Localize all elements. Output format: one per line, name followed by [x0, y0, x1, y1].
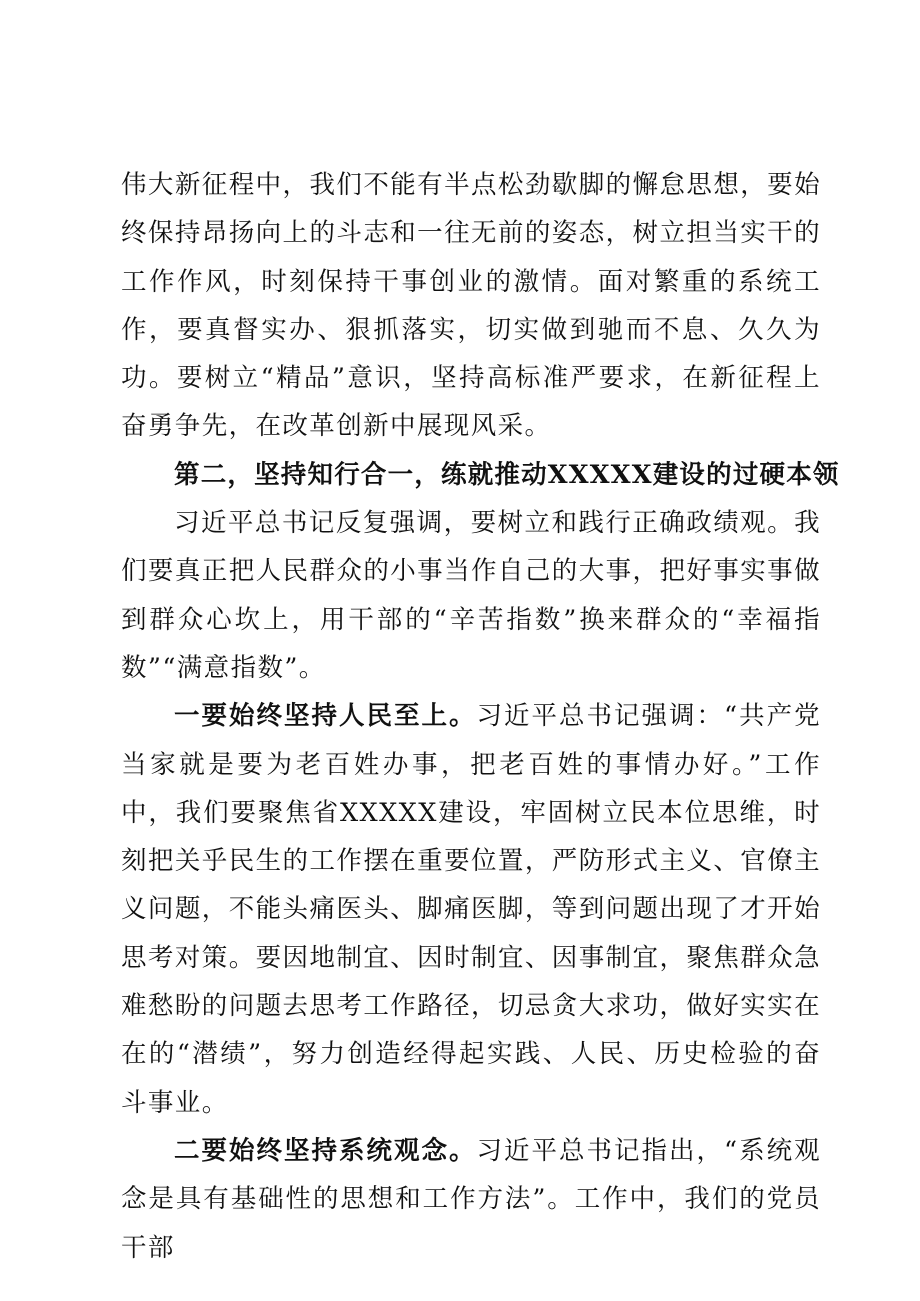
paragraph-text: 习近平总书记反复强调，要树立和践行正确政绩观。我们要真正把人民群众的小事当作自己的大事，把好事实事做到群众心坎上，用干部的“辛苦指数”换来群众的“幸福指数”“满意指数”。 — [121, 508, 821, 683]
paragraph-lead: 一要始终坚持人民至上。 — [174, 701, 477, 732]
paragraph-intro — [121, 499, 821, 692]
paragraph-point-two — [121, 1127, 821, 1272]
paragraph-text: 习近平总书记强调：“共产党当家就是要为老百姓办事，把老百姓的事情办好。”工作中，我们要聚焦省XXXXX建设，牢固树立民本位思维，时刻把关乎民生的工作摆在重要位置，严防形式主义、官僚主义问题，不能头痛医头、脚痛医脚，等到问题出现了才开始思考对策。要因地制宜、因时制宜、因事制宜，聚焦群众急难愁盼的问题去思考工作路径，切忌贪大求功，做好实实在在的“潜绩”，努力创造经得起实践、人民、历史检验的奋斗事业。 — [121, 701, 821, 1118]
paragraph-point-one — [121, 692, 821, 1127]
section-heading: 第二，坚持知行合一，练就推动XXXXX建设的过硬本领 — [174, 459, 840, 490]
paragraph-lead: 二要始终坚持系统观念。 — [174, 1135, 477, 1166]
document-body — [121, 161, 840, 1272]
paragraph-text: 习近平总书记指出，“系统观念是具有基础性的思想和工作方法”。工作中，我们的党员干部 — [121, 1135, 821, 1263]
paragraph-text: 伟大新征程中，我们不能有半点松劲歇脚的懈怠思想，要始终保持昂扬向上的斗志和一往无前的姿态，树立担当实干的工作作风，时刻保持干事创业的激情。面对繁重的系统工作，要真督实办、狠抓落实，切实做到驰而不息、久久为功。要树立“精品”意识，坚持高标准严要求，在新征程上奋勇争先，在改革创新中展现风采。 — [121, 170, 821, 442]
paragraph-continuation — [121, 161, 821, 451]
